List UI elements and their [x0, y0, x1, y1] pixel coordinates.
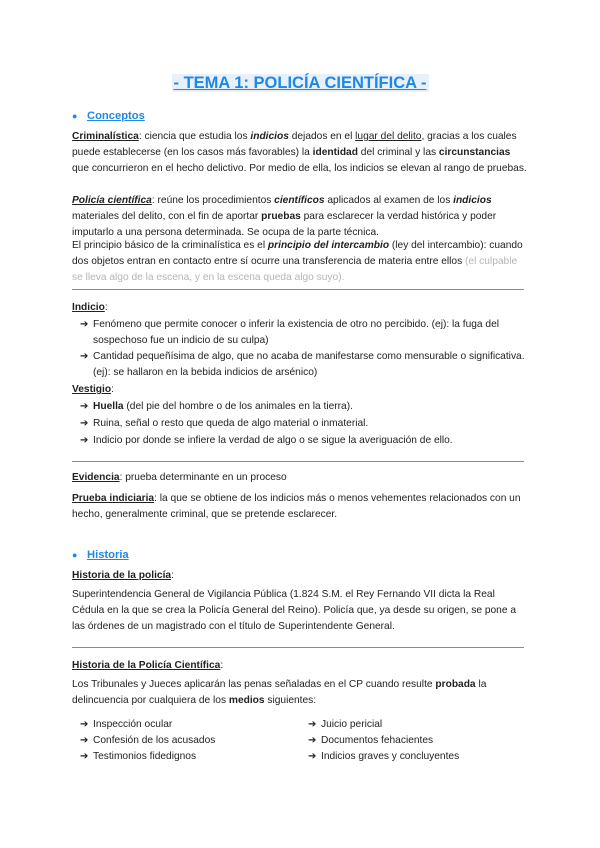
list-item: ➔ Documentos fehacientes	[308, 733, 528, 749]
list-item: ➔ Inspección ocular	[80, 717, 300, 733]
principio-paragraph: El principio básico de la criminalística es el principio del intercambio (ley del intercambio): cuando dos objetos entran en contacto entre sí ocurre una transferencia de materia entre ellos (el culpable se lleva algo de la escena, y en la escena queda algo suyo).	[72, 240, 523, 284]
evidencia-paragraph: Evidencia: prueba determinante en un proceso	[72, 472, 287, 483]
bullet-icon: ●	[72, 550, 78, 560]
arrow-icon: ➔	[308, 751, 317, 763]
arrow-icon: ➔	[80, 418, 89, 429]
arrow-icon: ➔	[80, 751, 89, 763]
list-item: ➔ Indicios graves y concluyentes	[308, 749, 528, 765]
bullet-icon: ●	[72, 111, 78, 121]
policia-cientifica-paragraph: Policía científica: reúne los procedimientos científicos aplicados al examen de los indicios materiales del delito, con el fin de aportar pruebas para esclarecer la verdad histórica y poder imputarlo a una persona determinada. Se ocupa de la parte técnica.	[72, 195, 497, 239]
list-item: ➔ Huella (del pie del hombre o de los animales en la tierra).	[80, 399, 528, 415]
medios-list-left	[80, 717, 300, 766]
arrow-icon: ➔	[80, 401, 89, 412]
divider	[72, 647, 524, 648]
historia-policia-heading: Historia de la policía:	[72, 570, 174, 581]
divider	[72, 289, 524, 290]
divider	[72, 461, 524, 462]
historia-policia-paragraph: Superintendencia General de Vigilancia Pública (1.824 S.M. el Rey Fernando VII dicta la Real Cédula en la que se crea la Policía General del Reino). Policía que, ya desde su origen, se pone a las órdenes de un magistrado con el título de Superintendente General.	[72, 589, 517, 633]
section-heading-conceptos: ● Conceptos	[72, 108, 528, 124]
page-title: - TEMA 1: POLICÍA CIENTÍFICA -	[173, 74, 427, 92]
arrow-icon: ➔	[80, 351, 89, 362]
arrow-icon: ➔	[308, 719, 317, 730]
list-item: ➔ Confesión de los acusados	[80, 733, 300, 749]
medios-list-right	[308, 717, 528, 766]
vestigio-heading: Vestigio:	[72, 384, 114, 395]
historia-pc-heading: Historia de la Policía Científica:	[72, 660, 224, 671]
list-item: ➔ Ruina, señal o resto que queda de algo material o inmaterial.	[80, 416, 528, 432]
criminalistica-paragraph: Criminalística: ciencia que estudia los indicios dejados en el lugar del delito, gracias a los cuales puede establecerse (en los casos más favorables) la identidad del criminal y las circunstancias que concurrieron en el hecho delictivo. Por medio de ella, los indicios se elevan al rango de pruebas.	[72, 131, 527, 175]
arrow-icon: ➔	[308, 735, 317, 747]
arrow-icon: ➔	[80, 319, 89, 330]
arrow-icon: ➔	[80, 435, 89, 446]
indicio-heading: Indicio:	[72, 302, 108, 313]
list-item: ➔ Juicio pericial	[308, 717, 528, 733]
historia-pc-paragraph: Los Tribunales y Jueces aplicarán las penas señaladas en el CP cuando resulte probada la delincuencia por cualquiera de los medios siguientes:	[72, 679, 487, 707]
list-item: ➔ Cantidad pequeñísima de algo, que no acaba de manifestarse como mensurable o significativa. (ej): se hallaron en la bebida indicios de arsénico)	[80, 351, 525, 379]
list-item: ➔ Indicio por donde se infiere la verdad de algo o se sigue la averiguación de ello.	[80, 433, 528, 449]
arrow-icon: ➔	[80, 735, 89, 747]
list-item: ➔ Fenómeno que permite conocer o inferir la existencia de otro no percibido. (ej): la fuga del sospechoso fue un indicio de su culpa)	[80, 319, 500, 347]
arrow-icon: ➔	[80, 719, 89, 730]
prueba-indiciaria-paragraph: Prueba indiciaria: la que se obtiene de los indicios más o menos vehementes relacionados con un hecho, generalmente criminal, que se pretende esclarecer.	[72, 493, 521, 521]
section-heading-historia: ● Historia	[72, 547, 528, 563]
list-item: ➔ Testimonios fidedignos	[80, 749, 300, 765]
